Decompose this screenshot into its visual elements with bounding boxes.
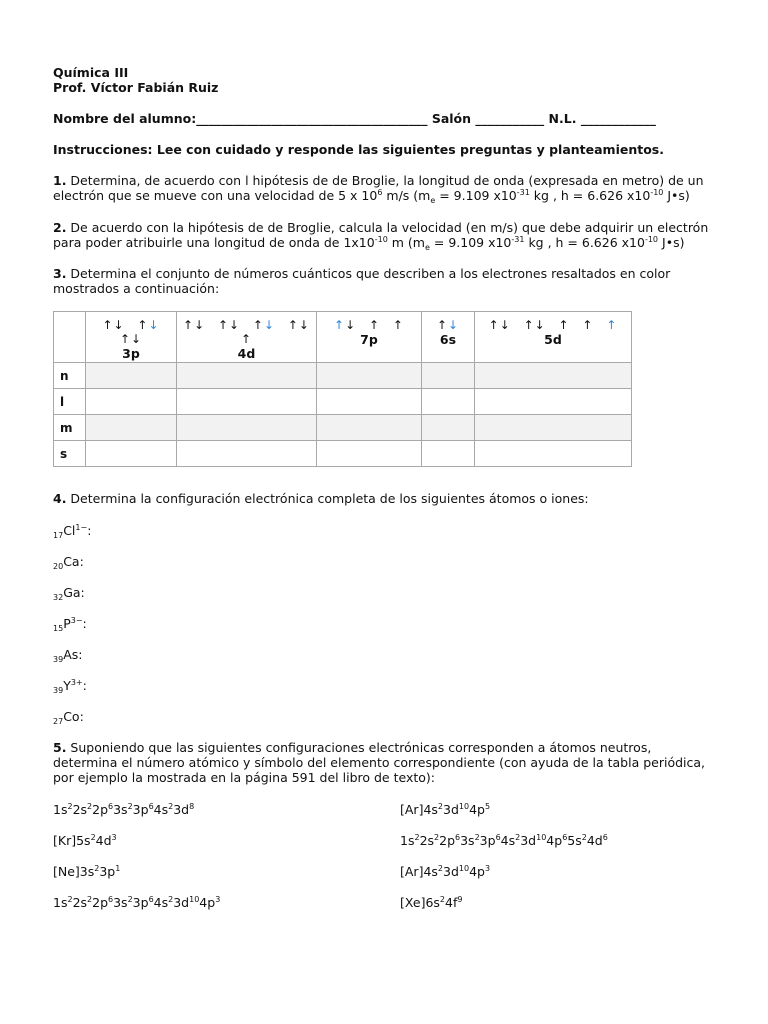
electron-count: 6 xyxy=(148,895,154,904)
electron-count: 2 xyxy=(67,802,73,811)
nl-label: N.L. xyxy=(548,111,577,126)
q1-exp: -10 xyxy=(650,188,664,197)
q1-text: kg , h = 6.626 x10 xyxy=(529,188,651,203)
orbital-term: 1s xyxy=(53,802,68,817)
electron-count: 8 xyxy=(189,802,195,811)
answer-cell[interactable] xyxy=(317,441,422,467)
spin-down-arrow: ↓ xyxy=(229,318,241,332)
orbital-term: [Ne]3s xyxy=(53,864,95,879)
electron-count: 2 xyxy=(437,802,444,811)
spin-up-arrow: ↑ xyxy=(523,318,535,332)
atomic-number: 20 xyxy=(53,562,64,571)
spin-down-arrow: ↓ xyxy=(113,318,125,332)
orbital-arrows xyxy=(317,318,421,332)
orbital-arrows xyxy=(475,318,631,332)
orbital-term: 3s xyxy=(113,802,128,817)
electron-count: 10 xyxy=(458,802,470,811)
orbital-arrows xyxy=(422,318,474,332)
orbital-term: 3p xyxy=(479,833,496,848)
electron-count: 10 xyxy=(536,833,547,842)
orbital-term: 1s xyxy=(400,833,415,848)
orbital-term: 2p xyxy=(439,833,456,848)
q2-text: De acuerdo con la hipótesis de de Broglie, calcula la velocidad (en m/s) que debe adquirir un electrón para poder atribuirle una longitud de onda de 1x10 xyxy=(53,220,709,250)
element-symbol: Ca xyxy=(63,554,80,569)
atomic-number: 39 xyxy=(53,686,64,695)
orbital-box xyxy=(288,318,310,332)
q2-text: m (m xyxy=(387,235,425,250)
answer-cell[interactable] xyxy=(422,363,475,389)
answer-cell[interactable] xyxy=(177,415,317,441)
orbital-label: 6s xyxy=(439,332,457,347)
answer-cell[interactable] xyxy=(317,415,422,441)
electron-count: 2 xyxy=(90,833,96,842)
row-label: n xyxy=(54,363,86,389)
question-2 xyxy=(53,220,713,250)
electron-count: 10 xyxy=(458,864,470,873)
element-symbol: Ga xyxy=(63,585,81,600)
config-item xyxy=(53,864,120,879)
orbital-header-row xyxy=(54,312,632,363)
spin-down-arrow: ↓ xyxy=(148,318,160,332)
orbital-term: 2p xyxy=(92,802,109,817)
answer-cell[interactable] xyxy=(475,441,632,467)
config-item xyxy=(53,833,117,848)
q2-exp: -31 xyxy=(511,235,525,244)
q5-number: 5. xyxy=(53,740,67,755)
orbital-term: 4s xyxy=(153,895,169,910)
orbital-term: 3d xyxy=(520,833,537,848)
species-colon: : xyxy=(87,523,92,538)
electron-count: 10 xyxy=(189,895,200,904)
orbital-cell xyxy=(177,312,317,363)
q2-sub: e xyxy=(424,243,430,252)
q1-number: 1. xyxy=(53,173,67,188)
orbital-term: 2s xyxy=(72,895,88,910)
spin-down-arrow: ↓ xyxy=(448,318,460,332)
orbital-term: 3d xyxy=(443,864,459,879)
electron-count: 3 xyxy=(484,864,491,873)
row-label: l xyxy=(54,389,86,415)
orbital-term: 2p xyxy=(92,895,109,910)
orbital-box xyxy=(582,318,593,332)
spin-down-arrow: ↓ xyxy=(534,318,546,332)
species-item xyxy=(53,523,91,538)
answer-cell[interactable] xyxy=(177,363,317,389)
spin-down-arrow: ↓ xyxy=(345,318,357,332)
orbital-term: 4f xyxy=(445,895,458,910)
orbital-arrows xyxy=(177,318,316,346)
q1-text: m/s (m xyxy=(382,188,431,203)
orbital-box xyxy=(369,318,380,332)
student-name-label: Nombre del alumno: xyxy=(53,111,197,126)
answer-cell[interactable] xyxy=(317,363,422,389)
q3-text: Determina el conjunto de números cuánticos que describen a los electrones resaltados en color mostrados a continuación: xyxy=(53,266,671,296)
orbital-term: 4s xyxy=(500,833,516,848)
atomic-number: 17 xyxy=(53,531,64,540)
electron-count: 2 xyxy=(581,833,587,842)
electron-count: 2 xyxy=(168,802,174,811)
electron-count: 2 xyxy=(168,895,174,904)
orbital-term: 2s xyxy=(419,833,435,848)
spin-up-arrow: ↑ xyxy=(606,318,618,332)
electron-count: 3 xyxy=(111,833,117,842)
quantum-row-l xyxy=(54,389,632,415)
teacher-name: Prof. Víctor Fabián Ruiz xyxy=(53,80,219,95)
nl-blank: ____________ xyxy=(580,111,656,126)
answer-cell[interactable] xyxy=(86,441,177,467)
orbital-box xyxy=(102,318,124,332)
q2-exp: -10 xyxy=(644,235,659,244)
question-1 xyxy=(53,173,713,203)
spin-up-arrow: ↑ xyxy=(240,332,253,346)
orbital-box xyxy=(489,318,511,332)
orbital-box xyxy=(524,318,546,332)
instructions: Instrucciones: Lee con cuidado y responde las siguientes preguntas y planteamientos. xyxy=(53,142,664,157)
q2-text: kg , h = 6.626 x10 xyxy=(524,235,645,250)
electron-count: 1 xyxy=(115,864,121,873)
species-item xyxy=(53,585,85,600)
orbital-box xyxy=(120,332,142,346)
q2-number: 2. xyxy=(53,220,67,235)
room-blank: ___________ xyxy=(475,111,545,126)
spin-up-arrow: ↑ xyxy=(287,318,299,332)
electron-count: 6 xyxy=(148,802,154,811)
species-item xyxy=(53,709,84,724)
electron-count: 9 xyxy=(457,895,463,904)
orbital-term: 3d xyxy=(443,802,459,817)
electron-count: 6 xyxy=(602,833,608,842)
element-symbol: Y xyxy=(63,678,71,693)
orbital-label: 7p xyxy=(360,332,378,347)
spin-up-arrow: ↑ xyxy=(183,318,195,332)
q1-text: = 9.109 x10 xyxy=(435,188,517,203)
orbital-term: 5s xyxy=(567,833,582,848)
species-item xyxy=(53,678,87,693)
electron-count: 3 xyxy=(215,895,221,904)
spin-down-arrow: ↓ xyxy=(298,318,310,332)
atomic-number: 27 xyxy=(53,717,64,726)
electron-count: 2 xyxy=(439,895,446,904)
quantum-row-n xyxy=(54,363,632,389)
orbital-term: 3d xyxy=(173,802,190,817)
orbital-term: 3s xyxy=(460,833,475,848)
orbital-cell xyxy=(422,312,475,363)
spin-up-arrow: ↑ xyxy=(334,318,346,332)
answer-cell[interactable] xyxy=(177,441,317,467)
answer-cell[interactable] xyxy=(422,441,475,467)
spin-down-arrow: ↓ xyxy=(194,318,206,332)
electron-count: 2 xyxy=(67,895,73,904)
orbital-box xyxy=(559,318,570,332)
quantum-row-s xyxy=(54,441,632,467)
electron-count: 2 xyxy=(127,802,133,811)
config-item xyxy=(53,802,194,817)
question-3 xyxy=(53,266,713,296)
electron-count: 6 xyxy=(108,802,114,811)
electron-count: 2 xyxy=(515,833,521,842)
spin-up-arrow: ↑ xyxy=(119,332,131,346)
question-5 xyxy=(53,740,713,785)
orbital-term: 3d xyxy=(173,895,190,910)
student-name-blank: _____________________________________ xyxy=(196,111,428,126)
orbital-term: [Ar]4s xyxy=(400,864,438,879)
answer-cell[interactable] xyxy=(475,415,632,441)
orbital-label: 3p xyxy=(122,346,140,361)
orbital-label: 4d xyxy=(237,346,256,361)
q4-number: 4. xyxy=(53,491,67,506)
orbital-term: 3p xyxy=(132,802,149,817)
quantum-row-m xyxy=(54,415,632,441)
orbital-term: 1s xyxy=(53,895,68,910)
atomic-number: 39 xyxy=(53,655,64,664)
spin-up-arrow: ↑ xyxy=(488,318,500,332)
config-item xyxy=(400,802,490,817)
orbital-term: 2s xyxy=(72,802,88,817)
element-symbol: P xyxy=(63,616,71,631)
q1-exp: 6 xyxy=(377,188,383,197)
electron-count: 2 xyxy=(474,833,480,842)
orbital-term: 4s xyxy=(153,802,169,817)
answer-cell[interactable] xyxy=(86,363,177,389)
ion-charge: 3− xyxy=(70,616,83,625)
q1-text: Determina, de acuerdo con l hipótesis de de Broglie, la longitud de onda (expresada en metro) de un electrón que se mueve con una velocidad de 5 x 10 xyxy=(53,173,704,203)
q5-text: Suponiendo que las siguientes configuraciones electrónicas corresponden a átomos neutros, determina el número atómico y símbolo del elemento correspondiente (con ayuda de la tabla periódica, por ejemplo la mostrada en la página 591 del libro de texto): xyxy=(53,740,706,785)
species-colon: : xyxy=(80,585,85,600)
q1-exp: -31 xyxy=(516,188,530,197)
q2-exp: -10 xyxy=(374,235,388,244)
atomic-number: 32 xyxy=(53,593,64,602)
orbital-box xyxy=(393,318,404,332)
spin-up-arrow: ↑ xyxy=(137,318,149,332)
species-item xyxy=(53,616,87,631)
spin-down-arrow: ↓ xyxy=(131,332,143,346)
element-symbol: Cl xyxy=(63,523,76,538)
answer-cell[interactable] xyxy=(475,363,632,389)
orbital-term: 3p xyxy=(132,895,149,910)
spin-up-arrow: ↑ xyxy=(252,318,264,332)
electron-count: 2 xyxy=(87,802,93,811)
element-symbol: Co xyxy=(63,709,80,724)
electron-count: 6 xyxy=(495,833,501,842)
spin-up-arrow: ↑ xyxy=(369,318,381,332)
q2-text: = 9.109 x10 xyxy=(429,235,512,250)
species-colon: : xyxy=(79,709,84,724)
orbital-box xyxy=(334,318,356,332)
config-item xyxy=(400,895,462,910)
spin-up-arrow: ↑ xyxy=(217,318,230,332)
element-symbol: As xyxy=(63,647,79,662)
q4-text: Determina la configuración electrónica completa de los siguientes átomos o iones: xyxy=(66,491,589,506)
spin-up-arrow: ↑ xyxy=(436,318,448,332)
q1-text: J•s) xyxy=(663,188,690,203)
orbital-term: 4d xyxy=(586,833,603,848)
orbital-term: 4d xyxy=(95,833,112,848)
room-label: Salón xyxy=(431,111,472,126)
electron-count: 5 xyxy=(484,802,491,811)
electron-count: 2 xyxy=(127,895,133,904)
orbital-term: 4p xyxy=(469,864,485,879)
orbital-arrows xyxy=(86,318,176,346)
config-item xyxy=(400,864,490,879)
answer-cell[interactable] xyxy=(86,415,177,441)
orbital-box xyxy=(137,318,159,332)
row-label: m xyxy=(54,415,86,441)
q1-sub: e xyxy=(430,196,436,205)
q2-text: J•s) xyxy=(658,235,685,250)
answer-cell[interactable] xyxy=(422,415,475,441)
spin-up-arrow: ↑ xyxy=(102,318,114,332)
species-item xyxy=(53,647,82,662)
orbital-box xyxy=(241,332,252,346)
answer-cell[interactable] xyxy=(475,389,632,415)
config-item xyxy=(53,895,220,910)
answer-cell[interactable] xyxy=(86,389,177,415)
electron-count: 6 xyxy=(455,833,461,842)
orbital-box xyxy=(606,318,617,332)
corner-cell xyxy=(54,312,86,363)
config-item xyxy=(400,833,608,848)
spin-down-arrow: ↓ xyxy=(263,318,276,332)
orbital-box xyxy=(253,318,275,332)
electron-count: 2 xyxy=(94,864,100,873)
electron-count: 2 xyxy=(437,864,444,873)
species-colon: : xyxy=(78,647,83,662)
orbital-term: 3s xyxy=(113,895,128,910)
orbital-label: 5d xyxy=(544,332,562,347)
electron-count: 6 xyxy=(562,833,568,842)
q3-number: 3. xyxy=(53,266,67,281)
spin-up-arrow: ↑ xyxy=(582,318,594,332)
orbital-box xyxy=(437,318,459,332)
species-item xyxy=(53,554,84,569)
orbital-term: 4p xyxy=(546,833,563,848)
question-4 xyxy=(53,491,713,506)
answer-cell[interactable] xyxy=(177,389,317,415)
course-title: Química III xyxy=(53,65,129,80)
spin-down-arrow: ↓ xyxy=(499,318,511,332)
atomic-number: 15 xyxy=(53,624,64,633)
orbital-term: 3p xyxy=(99,864,116,879)
electron-count: 2 xyxy=(434,833,440,842)
orbital-cell xyxy=(475,312,632,363)
orbital-cell xyxy=(86,312,177,363)
student-name-line xyxy=(53,111,656,126)
orbital-term: [Xe]6s xyxy=(400,895,440,910)
orbital-term: 4p xyxy=(199,895,216,910)
species-colon: : xyxy=(82,678,87,693)
orbital-box xyxy=(218,318,240,332)
quantum-numbers-table xyxy=(53,311,632,467)
species-colon: : xyxy=(79,554,84,569)
species-colon: : xyxy=(82,616,87,631)
spin-up-arrow: ↑ xyxy=(392,318,404,332)
answer-cell[interactable] xyxy=(422,389,475,415)
ion-charge: 1− xyxy=(75,523,88,532)
orbital-cell xyxy=(317,312,422,363)
orbital-box xyxy=(183,318,205,332)
spin-up-arrow: ↑ xyxy=(558,318,570,332)
ion-charge: 3+ xyxy=(70,678,83,687)
electron-count: 6 xyxy=(108,895,114,904)
electron-count: 2 xyxy=(87,895,93,904)
orbital-term: [Ar]4s xyxy=(400,802,438,817)
row-label: s xyxy=(54,441,86,467)
answer-cell[interactable] xyxy=(317,389,422,415)
orbital-term: [Kr]5s xyxy=(53,833,91,848)
electron-count: 2 xyxy=(414,833,420,842)
orbital-term: 4p xyxy=(469,802,485,817)
